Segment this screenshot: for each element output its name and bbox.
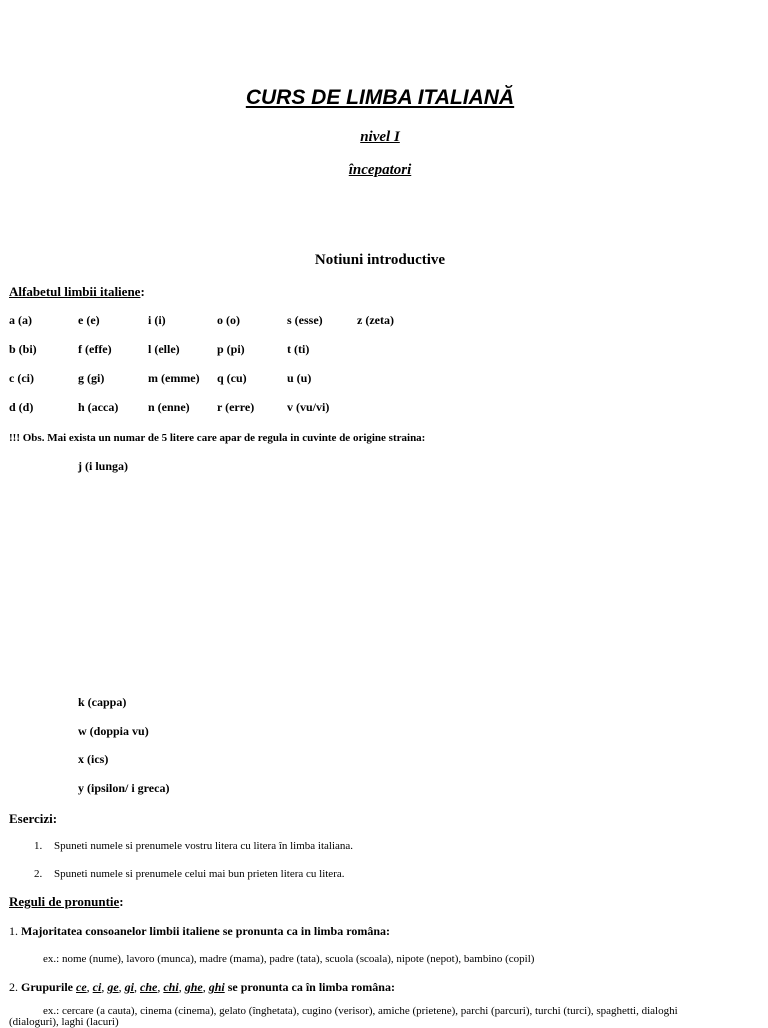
alphabet-letter: e (e) [78,313,100,327]
alphabet-heading-text: Alfabetul limbii italiene [9,284,141,299]
letter-group: che [140,980,158,994]
rule-number: 2. [9,980,18,994]
obs-note: !!! Obs. Mai exista un numar de 5 litere care apar de regula in cuvinte de origine straina: [9,432,426,444]
rules-heading-text: Reguli de pronuntie [9,894,120,909]
exercises-heading: Esercizi: [9,811,58,826]
exercise-number: 1. [34,840,43,852]
alphabet-letter: q (cu) [217,371,247,385]
letter-group: ci [92,980,102,994]
section-title: Notiuni introductive [314,252,446,268]
alphabet-letter: p (pi) [217,342,245,356]
alphabet-letter: z (zeta) [357,313,394,327]
alphabet-letter: v (vu/vi) [287,400,330,414]
alphabet-letter: m (emme) [148,371,200,385]
alphabet-letter: f (effe) [78,342,112,356]
rule-prefix: Grupurile [21,980,74,994]
audience-subtitle: începatori [348,162,412,178]
alphabet-letter: d (d) [9,400,34,414]
foreign-letter: y (ipsilon/ i greca) [78,781,170,795]
letter-group: ge [107,980,119,994]
rule-number: 1. [9,924,18,938]
alphabet-letter: h (acca) [78,400,119,414]
foreign-letter: k (cappa) [78,695,127,709]
alphabet-heading [9,284,145,300]
rule-suffix: se pronunta ca în limba româna: [227,980,395,994]
alphabet-letter: i (i) [148,313,166,327]
letter-group: ghi [208,980,225,994]
letter-groups: ce, ci, ge, gi, che, chi, ghe, ghi [76,980,225,994]
alphabet-heading-colon: : [140,284,145,299]
foreign-letter: w (doppia vu) [78,724,149,738]
alphabet-letter: l (elle) [148,342,180,356]
rules-heading [9,894,124,910]
level-subtitle: nivel I [360,129,400,145]
alphabet-letter: a (a) [9,313,32,327]
alphabet-letter: o (o) [217,313,240,327]
document-title: CURS DE LIMBA ITALIANĂ [245,86,515,109]
rule-2 [9,980,395,995]
exercise-text: Spuneti numele si prenumele celui mai bun prieten litera cu litera. [54,868,345,880]
rule-2-example: ex.: cercare (a cauta), cinema (cinema), gelato (înghetata), cugino (verisor), amiche (prietene), parchi (parcuri), turchi (turci), spaghetti, dialoghi [43,1005,678,1017]
alphabet-letter: b (bi) [9,342,37,356]
rule-text: Majoritatea consoanelor limbii italiene se pronunta ca in limba româna: [21,924,390,938]
rules-heading-colon: : [119,894,124,909]
alphabet-letter: c (ci) [9,371,34,385]
exercise-number: 2. [34,868,43,880]
alphabet-letter: r (erre) [217,400,255,414]
foreign-letter: j (i lunga) [78,459,129,473]
letter-group: gi [124,980,135,994]
rule-1 [9,924,390,939]
letter-group: chi [163,980,179,994]
alphabet-letter: g (gi) [78,371,105,385]
letter-group: ghe [184,980,203,994]
foreign-letter: x (ics) [78,752,109,766]
exercise-text: Spuneti numele si prenumele vostru litera cu litera în limba italiana. [54,840,354,852]
rule-1-example: ex.: nome (nume), lavoro (munca), madre (mama), padre (tata), scuola (scoala), nipote (nepot), bambino (copil) [43,953,535,965]
alphabet-letter: n (enne) [148,400,190,414]
rule-2-example-continued: (dialoguri), laghi (lacuri) [9,1016,119,1028]
alphabet-letter: t (ti) [287,342,310,356]
alphabet-letter: s (esse) [287,313,323,327]
alphabet-letter: u (u) [287,371,312,385]
letter-group: ce [76,980,87,994]
